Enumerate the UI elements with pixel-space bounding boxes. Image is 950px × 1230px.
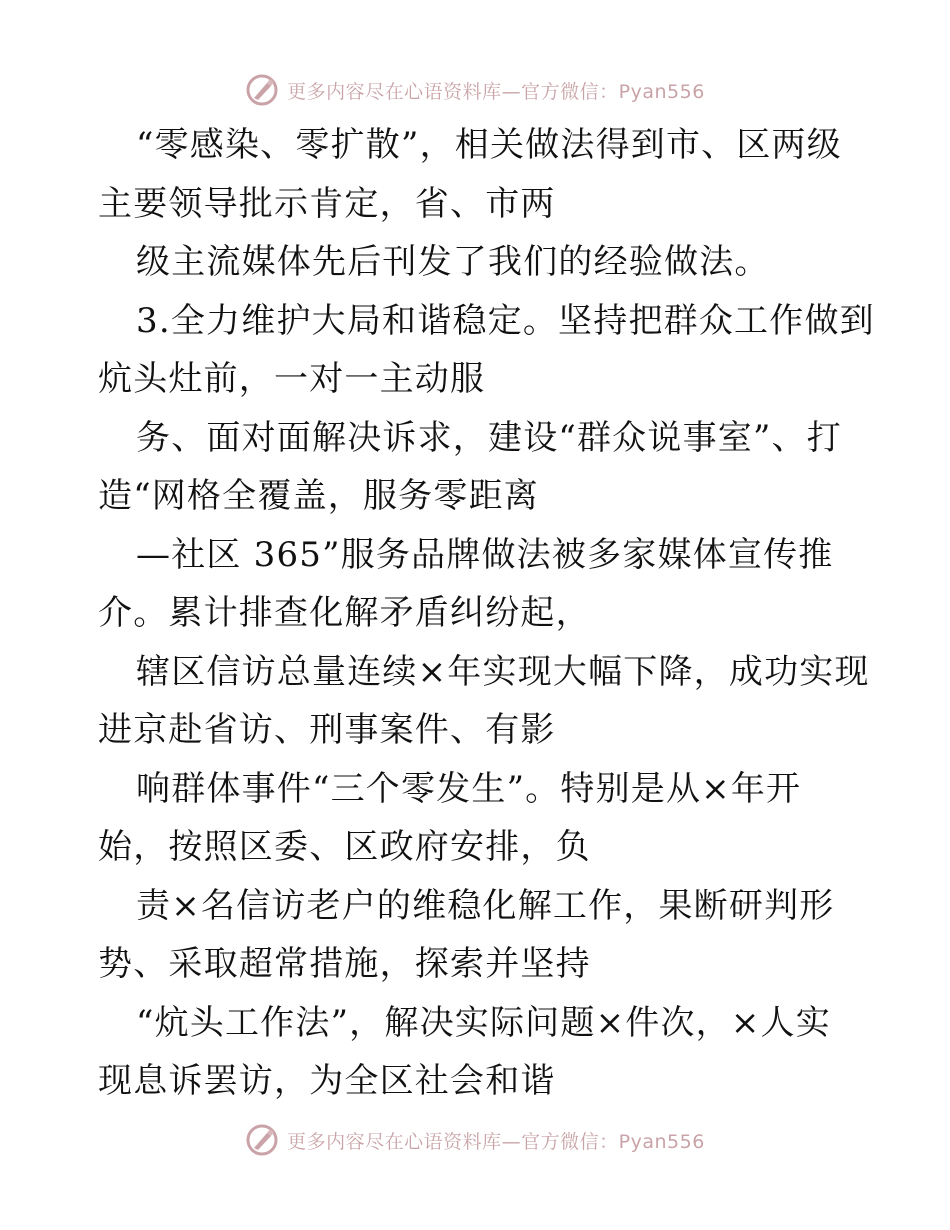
text-line: 主要领导批示肯定，省、市两 bbox=[98, 183, 556, 224]
text-line: 务、面对面解决诉求，建设“群众说事室”、打 bbox=[136, 417, 842, 458]
document-body bbox=[98, 116, 875, 1111]
text-line: 级主流媒体先后刊发了我们的经验做法。 bbox=[136, 242, 770, 282]
text-line: 始，按照区委、区政府安排，负 bbox=[98, 827, 591, 867]
text-line: 介。累计排查化解矛盾纠纷起， bbox=[98, 593, 591, 633]
header-watermark bbox=[0, 70, 950, 110]
text-line: 造“网格全覆盖，服务零距离 bbox=[98, 476, 539, 516]
text-line: 现息诉罢访，为全区社会和谐 bbox=[98, 1061, 556, 1101]
text-line: 3.全力维护大局和谐稳定。坚持把群众工作做到 bbox=[136, 300, 875, 341]
pen-logo-icon bbox=[245, 73, 279, 107]
text-line: —社区 365”服务品牌做法被多家媒体宣传推 bbox=[136, 534, 834, 575]
text-line: “零感染、零扩散”，相关做法得到市、区两级 bbox=[136, 125, 842, 165]
text-line: 责×名信访老户的维稳化解工作，果断研判形 bbox=[136, 885, 835, 926]
text-line: 炕头灶前，一对一主动服 bbox=[98, 359, 486, 399]
text-line: “炕头工作法”，解决实际问题×件次，×人实 bbox=[136, 1002, 831, 1043]
text-line: 辖区信访总量连续×年实现大幅下降，成功实现 bbox=[136, 651, 870, 692]
footer-watermark bbox=[0, 1120, 950, 1160]
text-line: 进京赴省访、刑事案件、有影 bbox=[98, 710, 556, 750]
text-line: 势、采取超常措施，探索并坚持 bbox=[98, 944, 591, 984]
watermark-text: 更多内容尽在心语资料库—官方微信：Pyan556 bbox=[287, 80, 705, 103]
text-line: 响群体事件“三个零发生”。特别是从×年开 bbox=[136, 768, 802, 809]
pen-logo-icon bbox=[245, 1123, 279, 1157]
watermark-text: 更多内容尽在心语资料库—官方微信：Pyan556 bbox=[287, 1130, 705, 1153]
